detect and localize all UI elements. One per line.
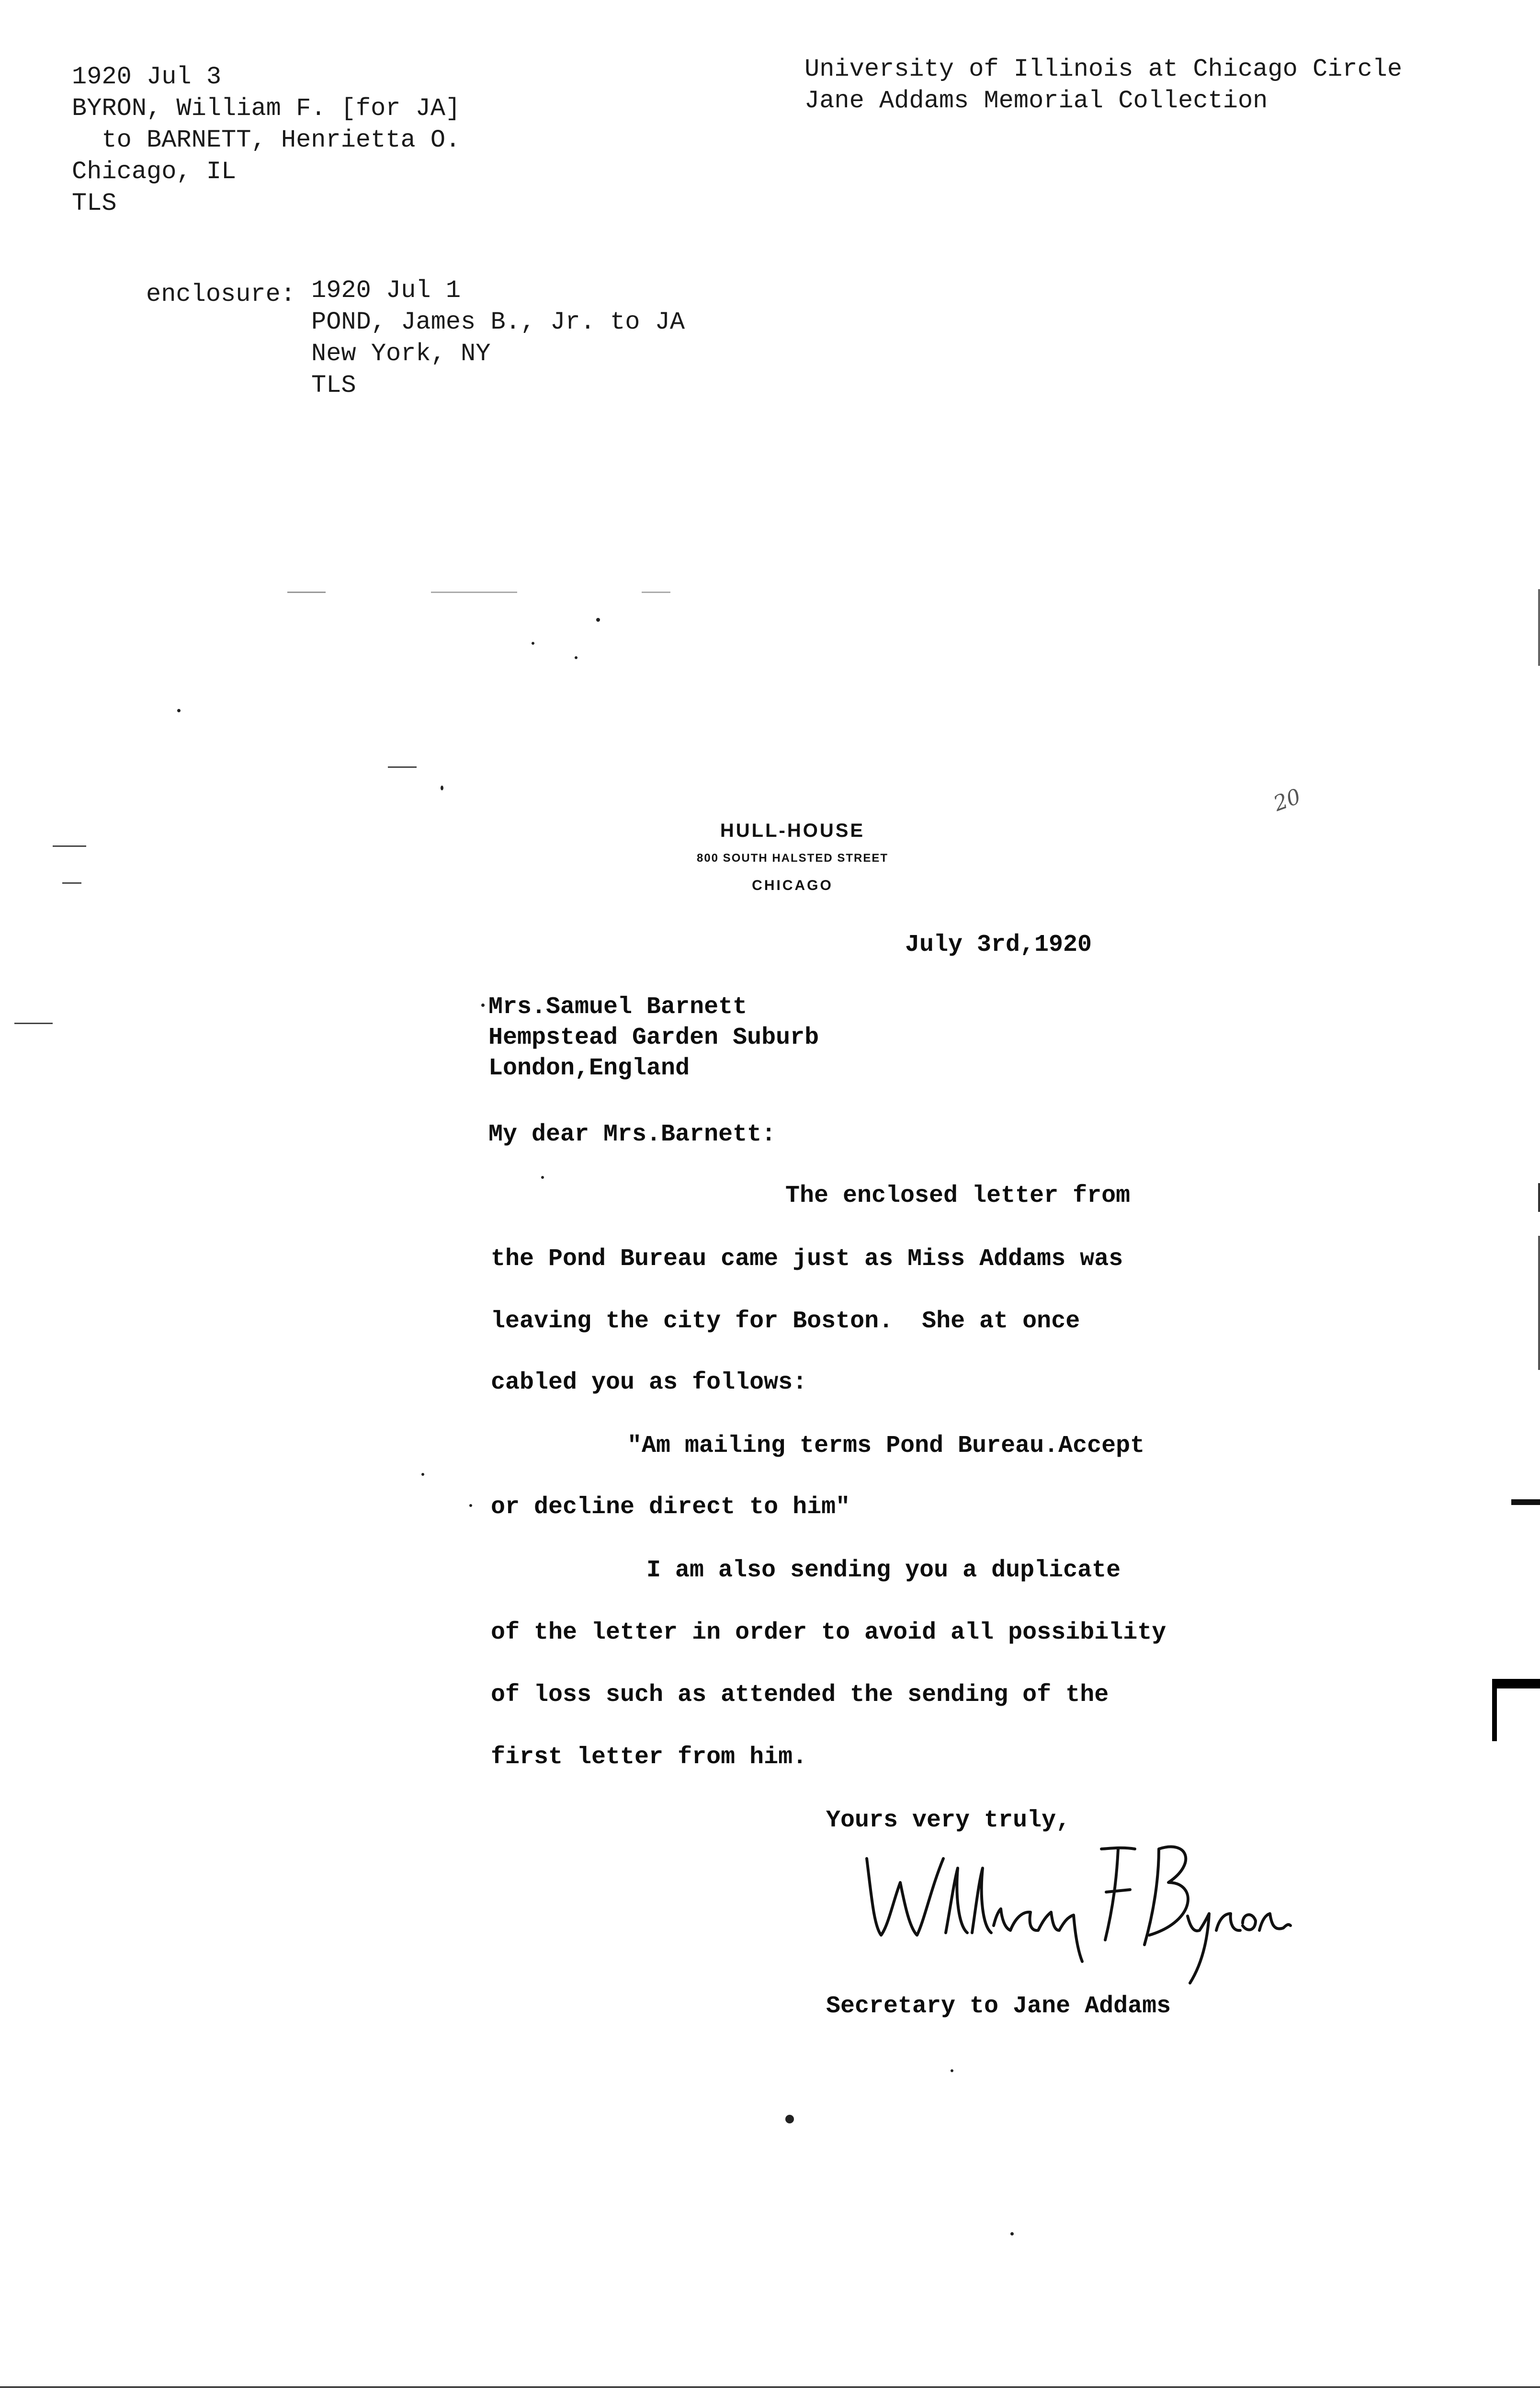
catalog-author: BYRON, William F. [for JA]: [72, 94, 461, 123]
body-line: leaving the city for Boston. She at once: [491, 1308, 1080, 1335]
scan-artifact: [62, 882, 81, 884]
enclosure-format: TLS: [311, 371, 356, 399]
body-line: first letter from him.: [491, 1744, 807, 1771]
scan-artifact: [14, 1023, 53, 1024]
address-line-3: London,England: [488, 1055, 690, 1082]
enclosure-label: enclosure:: [146, 280, 296, 308]
body-line: or decline direct to him": [491, 1494, 850, 1521]
scan-artifact: [1010, 2232, 1014, 2235]
scan-artifact: [532, 642, 534, 645]
scan-artifact: [53, 845, 86, 847]
body-line: of the letter in order to avoid all possibility: [491, 1619, 1166, 1646]
scan-artifact: [469, 1504, 472, 1507]
collection-name: Jane Addams Memorial Collection: [804, 87, 1268, 115]
enclosure-author: POND, James B., Jr. to JA: [311, 308, 685, 336]
footer-rule: [0, 2386, 1540, 2388]
letterhead-name: HULL-HOUSE: [720, 820, 865, 841]
edge-mark: [1538, 1236, 1540, 1370]
scan-artifact: [596, 618, 600, 622]
scan-artifact: [421, 1473, 424, 1476]
address-line-2: Hempstead Garden Suburb: [488, 1024, 819, 1051]
letter-date: July 3rd,1920: [905, 931, 1092, 958]
enclosure-date: 1920 Jul 1: [311, 276, 461, 305]
signer-title: Secretary to Jane Addams: [826, 1993, 1171, 2020]
address-line-1: Mrs.Samuel Barnett: [488, 993, 747, 1021]
catalog-recipient: to BARNETT, Henrietta O.: [72, 126, 461, 154]
body-line: I am also sending you a duplicate: [646, 1557, 1121, 1584]
scan-artifact: [951, 2069, 953, 2072]
edge-mark: [1538, 589, 1540, 666]
scan-artifact: [441, 786, 443, 790]
edge-mark: [1511, 1499, 1540, 1505]
edge-mark: [1492, 1679, 1540, 1688]
signature: [852, 1830, 1293, 1988]
margin-mark: 20: [1270, 784, 1304, 817]
body-line: "Am mailing terms Pond Bureau.Accept: [627, 1432, 1145, 1460]
enclosure-place: New York, NY: [311, 340, 491, 368]
catalog-date: 1920 Jul 3: [72, 63, 222, 91]
edge-mark: [1492, 1688, 1497, 1741]
scan-artifact: [481, 1004, 485, 1007]
body-line: cabled you as follows:: [491, 1369, 807, 1396]
ink-blot: [785, 2115, 794, 2123]
salutation: My dear Mrs.Barnett:: [488, 1121, 776, 1148]
letterhead-city: CHICAGO: [752, 878, 833, 893]
edge-mark: [1538, 1183, 1540, 1212]
body-line: The enclosed letter from: [785, 1182, 1131, 1209]
scan-artifact: [575, 656, 578, 659]
collection-institution: University of Illinois at Chicago Circle: [804, 55, 1403, 83]
scan-artifact: [388, 766, 417, 768]
catalog-place: Chicago, IL: [72, 158, 237, 186]
closing: Yours very truly,: [826, 1807, 1071, 1834]
letterhead-street: 800 SOUTH HALSTED STREET: [696, 852, 889, 865]
body-line: of loss such as attended the sending of the: [491, 1681, 1109, 1709]
scan-artifact: [541, 1176, 544, 1179]
body-line: the Pond Bureau came just as Miss Addams was: [491, 1245, 1123, 1273]
scan-artifact: [642, 592, 670, 593]
catalog-format: TLS: [72, 189, 117, 217]
scan-artifact: [177, 709, 181, 712]
scan-artifact: [431, 592, 517, 593]
scan-artifact: [287, 592, 326, 593]
